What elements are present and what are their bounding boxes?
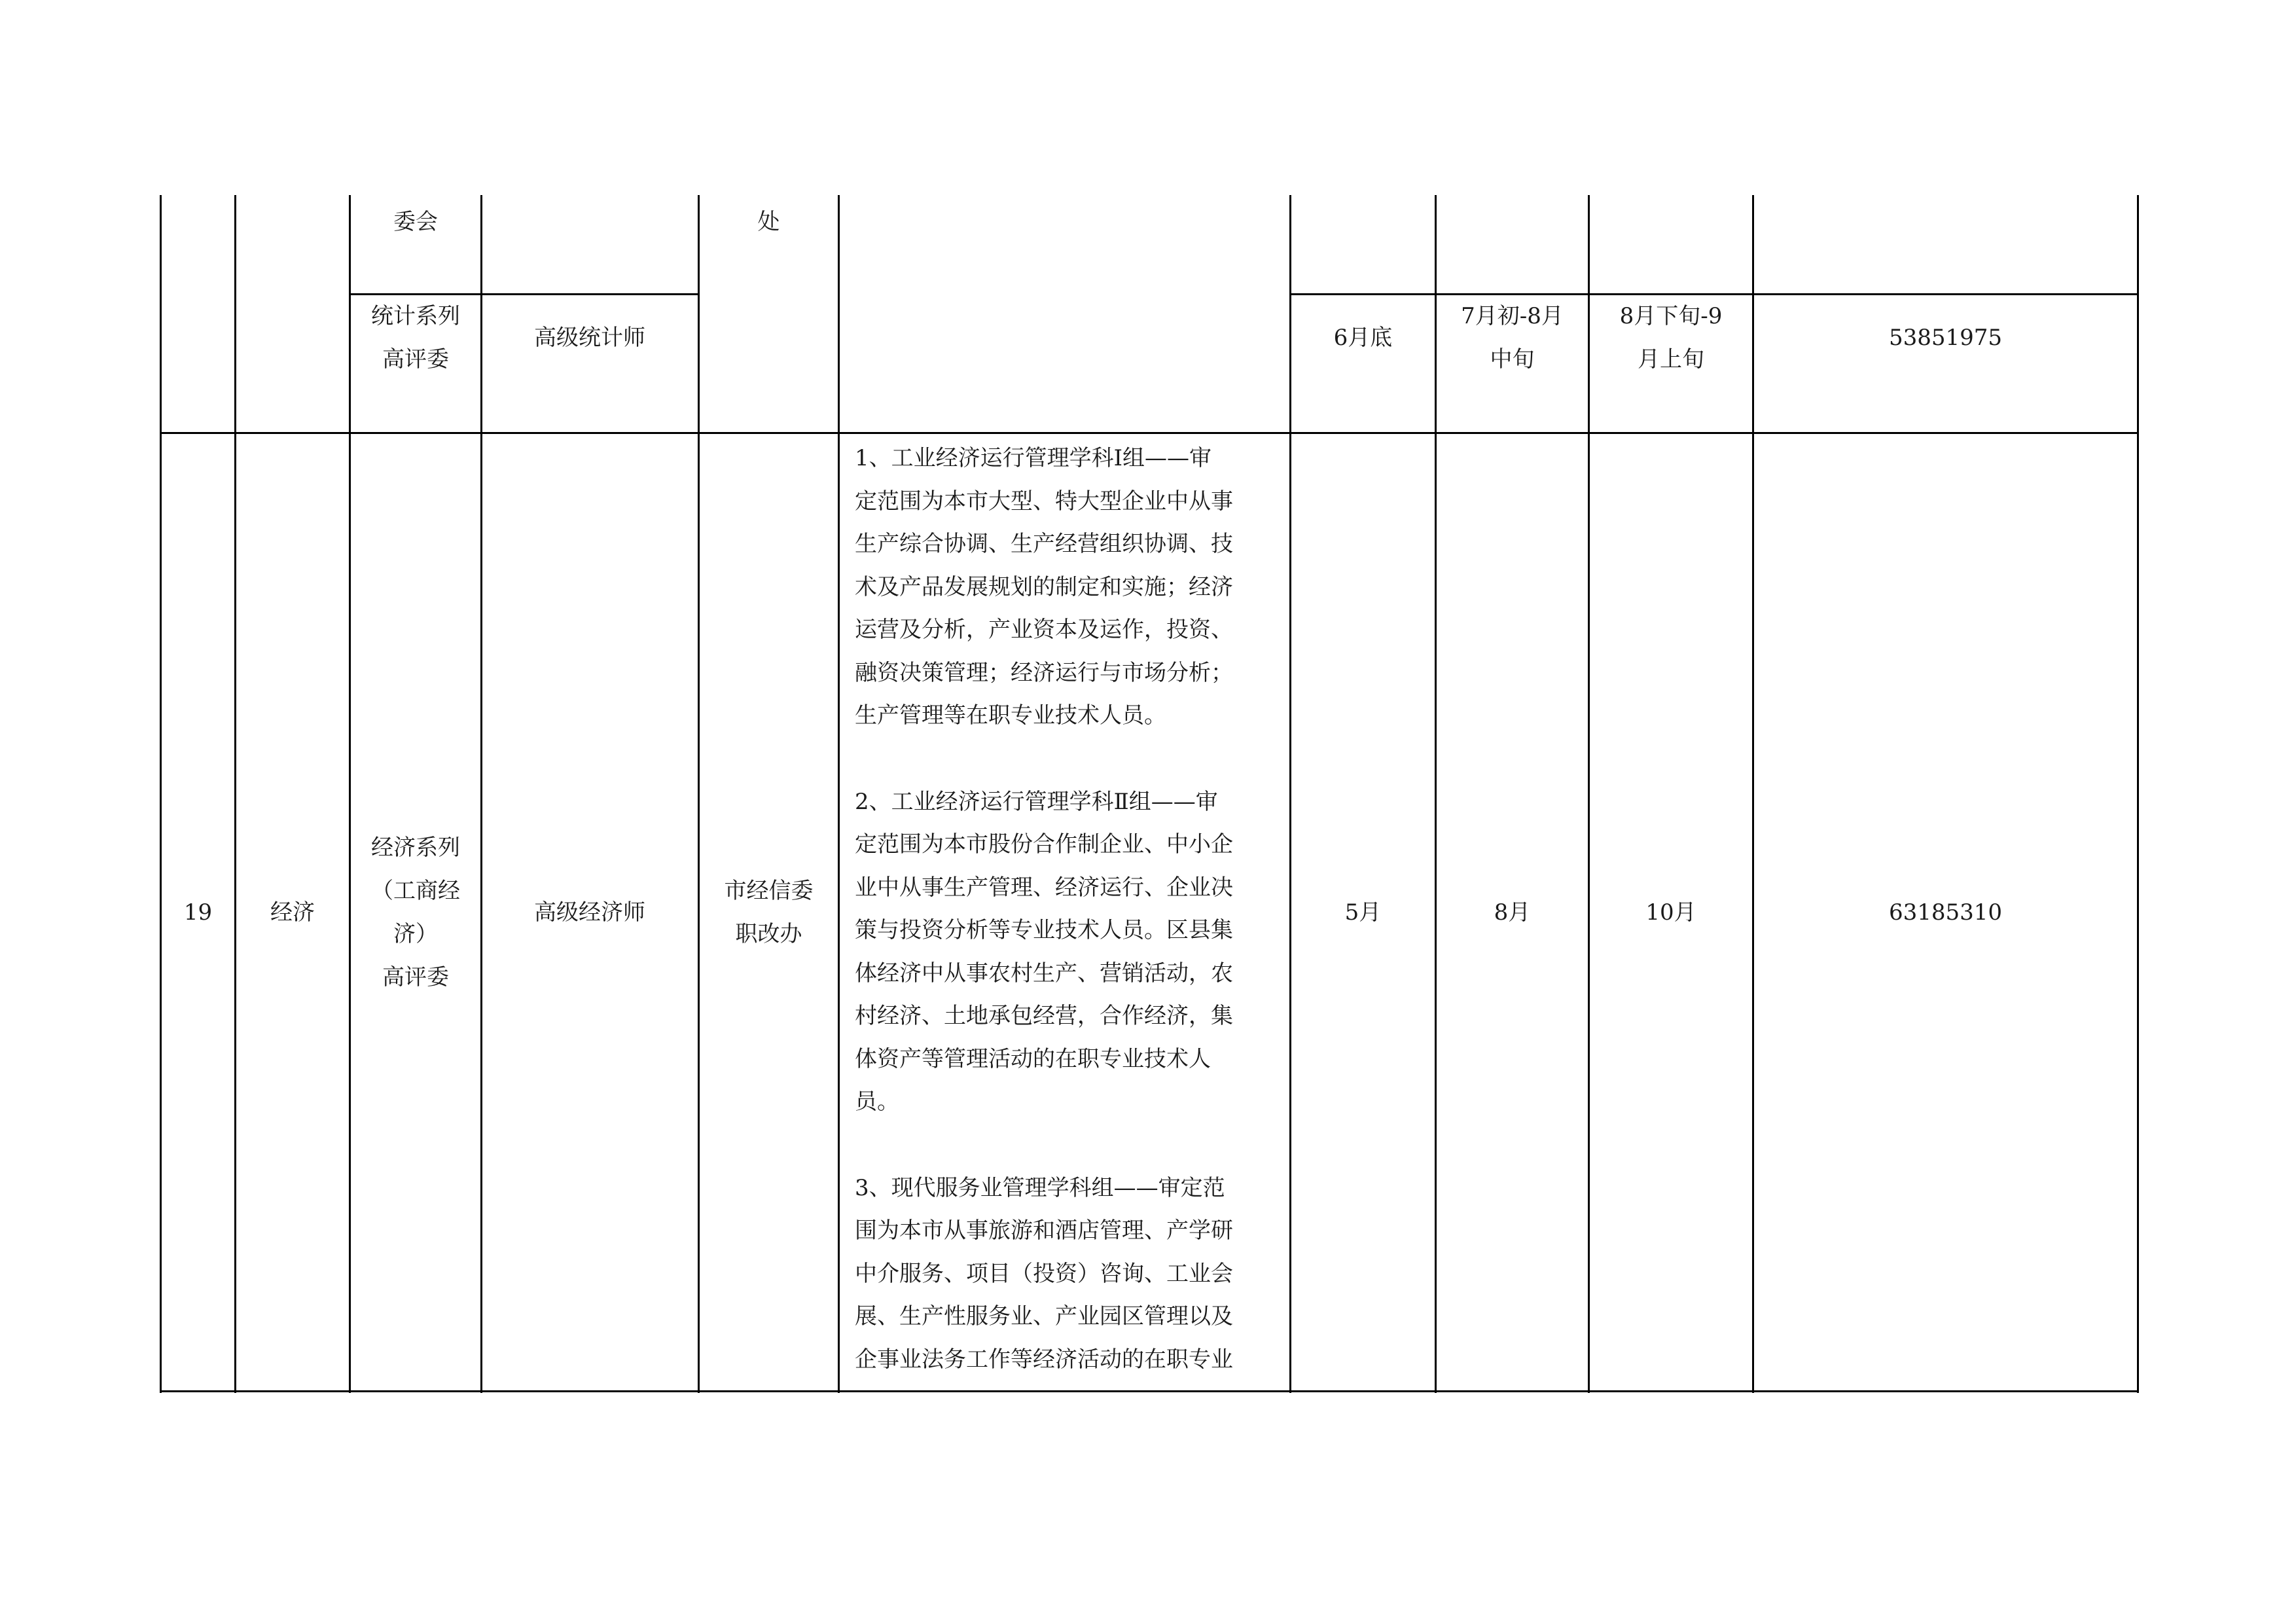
stats-title-cell [482, 295, 698, 380]
table-border-bottom [160, 1390, 2139, 1392]
desc-paragraph-2: 2、工业经济运行管理学科Ⅱ组——审 定范围为本市股份合作制企业、中小企 业中从事生产管理、经济运行、企业决 策与投资分析等专业技术人员。区县集 体经济中从事农村生产、营销活动，农 村经济、土地承包经营，合作经济，集 体资产等管理活动的在职专业技术人 员。 [855, 788, 1233, 1115]
row-index-cell [162, 434, 234, 1390]
stats-committee-line2: 高评委 [382, 346, 449, 372]
stats-review-cell [1437, 295, 1588, 380]
econ-phone: 63185310 [1888, 899, 2003, 926]
stats-deadline-cell [1291, 295, 1435, 380]
econ-title-cell [482, 434, 698, 1390]
stats-phone: 53851975 [1888, 325, 2003, 351]
stats-phone-cell [1754, 295, 2137, 380]
committee-text: 委会 [393, 209, 438, 235]
stats-result-line1: 8月下旬-9 [1619, 303, 1723, 329]
econ-title: 高级经济师 [534, 899, 645, 926]
econ-committee-cell [351, 434, 480, 1390]
econ-committee-line3: 济） [393, 920, 438, 947]
econ-result-cell [1590, 434, 1752, 1390]
econ-committee-line1: 经济系列 [371, 834, 460, 861]
econ-review: 8月 [1494, 899, 1531, 926]
stats-result-cell [1590, 295, 1752, 380]
econ-committee-line2: （工商经 [371, 877, 460, 904]
column-divider [838, 195, 840, 1393]
category-cell [236, 434, 349, 1390]
desc-paragraph-3: 3、现代服务业管理学科组——审定范 围为本市从事旅游和酒店管理、产学研 中介服务、项目（投资）咨询、工业会 展、生产性服务业、产业园区管理以及 企事业法务工作等经济活动的在职专业 [855, 1174, 1233, 1373]
desc-paragraph-1: 1、工业经济运行管理学科Ⅰ组——审 定范围为本市大型、特大型企业中从事 生产综合协调、生产经营组织协调、技 术及产品发展规划的制定和实施；经济 运营及分析，产业资本及运作，投资、 融资决策管理；经济运行与市场分析； 生产管理等在职专业技术人员。 [855, 445, 1233, 729]
econ-deadline-cell [1291, 434, 1435, 1390]
econ-unit-line2: 职改办 [735, 920, 802, 947]
stats-review-line2: 中旬 [1490, 346, 1535, 372]
stats-review-line1: 7月初-8月 [1461, 303, 1564, 329]
econ-review-cell [1437, 434, 1588, 1390]
unit-cell-fragment [700, 200, 838, 292]
unit-text: 处 [757, 209, 780, 235]
stats-title: 高级统计师 [534, 325, 645, 351]
stats-committee-cell [351, 295, 480, 380]
committee-cell-fragment [351, 200, 480, 292]
stats-committee-line1: 统计系列 [371, 303, 460, 329]
category: 经济 [270, 899, 315, 926]
stats-result-line2: 月上旬 [1637, 346, 1704, 372]
econ-committee-line4: 高评委 [382, 964, 449, 990]
econ-unit-line1: 市经信委 [724, 877, 814, 904]
econ-unit-cell [700, 434, 838, 1390]
econ-deadline: 5月 [1344, 899, 1382, 926]
econ-description [855, 437, 1287, 1381]
table-border-right [2137, 195, 2139, 1393]
row-index: 19 [183, 899, 213, 926]
econ-phone-cell [1754, 434, 2137, 1390]
stats-deadline: 6月底 [1333, 325, 1393, 351]
econ-result: 10月 [1645, 899, 1696, 926]
